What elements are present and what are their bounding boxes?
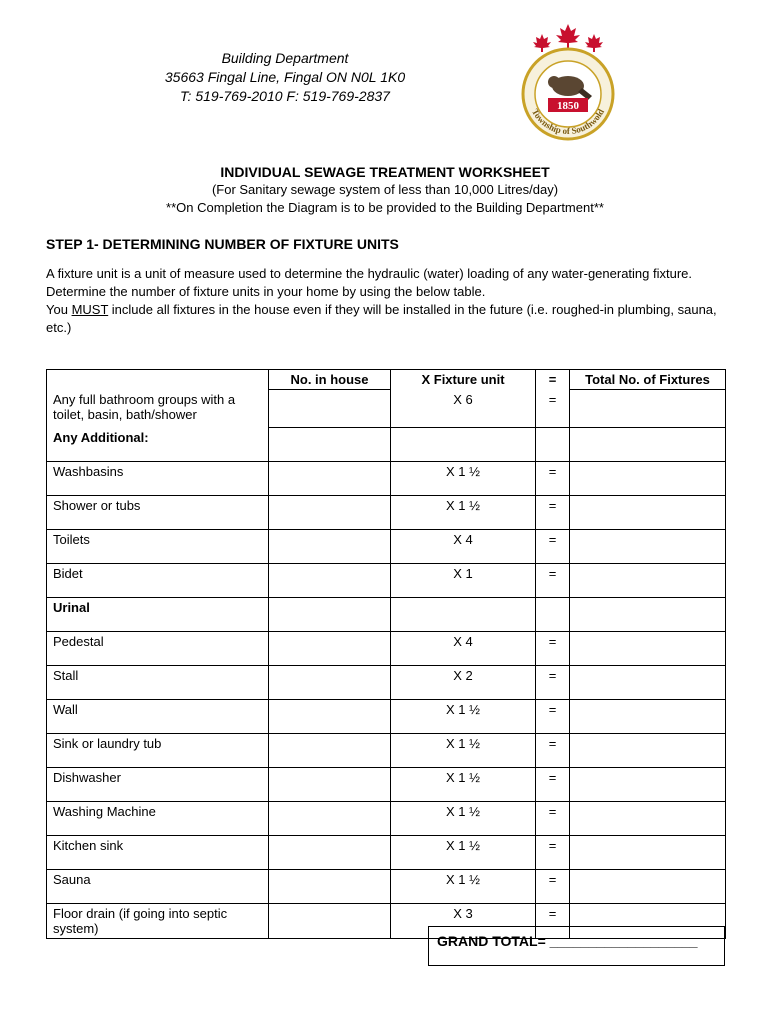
maple-leaf-icon <box>585 34 603 52</box>
no-in-house-input[interactable] <box>269 632 391 666</box>
equals-cell: = <box>536 666 570 700</box>
blank-cell <box>391 428 536 462</box>
table-row <box>47 734 726 768</box>
equals-cell: = <box>536 700 570 734</box>
no-in-house-input[interactable] <box>269 700 391 734</box>
any-additional-label: Any Additional: <box>47 428 269 462</box>
blank-cell <box>536 428 570 462</box>
department-phone-fax: T: 519-769-2010 F: 519-769-2837 <box>180 88 390 104</box>
intro-paragraph-2: Determine the number of fixture units in your home by using the below table. <box>46 284 486 299</box>
table-row <box>47 802 726 836</box>
fixture-label-cell: Kitchen sink <box>47 836 269 870</box>
logo-ring-text-path: Township of Southwold <box>529 107 607 137</box>
multiplier-cell: X 1 ½ <box>391 870 536 904</box>
table-row <box>47 666 726 700</box>
maple-leaf-icon <box>533 34 551 52</box>
department-name: Building Department <box>221 50 349 66</box>
worksheet-note: **On Completion the Diagram is to be provided to the Building Department** <box>166 200 604 215</box>
equals-cell: = <box>536 870 570 904</box>
total-input[interactable] <box>570 768 726 802</box>
table-row <box>47 390 726 428</box>
multiplier-cell: X 1 ½ <box>391 734 536 768</box>
total-input[interactable] <box>570 496 726 530</box>
multiplier-cell: X 1 ½ <box>391 462 536 496</box>
equals-cell: = <box>536 734 570 768</box>
equals-cell: = <box>536 462 570 496</box>
row-label: Any full bathroom groups with a toilet, basin, bath/shower <box>53 391 236 422</box>
total-input[interactable] <box>570 564 726 598</box>
intro-must: MUST <box>71 302 109 317</box>
table-row <box>47 496 726 530</box>
multiplier-cell: X 1 ½ <box>391 768 536 802</box>
table-row <box>47 564 726 598</box>
fixture-label-cell: Wall <box>47 700 269 734</box>
multiplier-cell: X 4 <box>391 632 536 666</box>
no-in-house-input[interactable] <box>269 496 391 530</box>
fixture-label-cell: Sauna <box>47 870 269 904</box>
no-in-house-input[interactable] <box>269 904 391 939</box>
multiplier-cell: X 1 ½ <box>391 496 536 530</box>
header-fixture-unit: X Fixture unit <box>391 370 536 390</box>
no-in-house-input[interactable] <box>269 836 391 870</box>
total-input[interactable] <box>570 734 726 768</box>
table-row <box>47 598 726 632</box>
letterhead <box>150 49 420 106</box>
maple-leaf-icon <box>556 24 580 49</box>
equals-cell: = <box>536 768 570 802</box>
blank-cell <box>570 598 726 632</box>
multiplier-cell: X 1 ½ <box>391 700 536 734</box>
grand-total-box[interactable] <box>428 926 725 966</box>
blank-cell <box>269 428 391 462</box>
blank-cell <box>536 598 570 632</box>
table-row <box>47 768 726 802</box>
equals-cell: = <box>536 802 570 836</box>
fixture-label-cell: Washing Machine <box>47 802 269 836</box>
no-in-house-input[interactable] <box>269 666 391 700</box>
total-input[interactable] <box>570 700 726 734</box>
multiplier-cell: X 2 <box>391 666 536 700</box>
table-header-row <box>47 370 726 390</box>
intro-paragraph-3 <box>46 301 736 337</box>
intro-paragraph-1: A fixture unit is a unit of measure used to determine the hydraulic (water) loading of any water-generating fixture. <box>46 266 693 281</box>
equals-cell: = <box>536 496 570 530</box>
step-1-heading: STEP 1- DETERMINING NUMBER OF FIXTURE UNITS <box>46 236 399 252</box>
worksheet-title-block <box>0 163 770 217</box>
table-row <box>47 462 726 496</box>
total-input[interactable] <box>570 632 726 666</box>
no-in-house-input[interactable] <box>269 734 391 768</box>
header-equals: = <box>536 370 570 390</box>
total-input[interactable] <box>570 462 726 496</box>
blank-cell <box>570 428 726 462</box>
fixture-label-cell: Stall <box>47 666 269 700</box>
equals-cell: = <box>536 836 570 870</box>
fixture-label-cell: Dishwasher <box>47 768 269 802</box>
fixture-label-cell: Sink or laundry tub <box>47 734 269 768</box>
row-label-cell <box>47 370 269 390</box>
total-input[interactable] <box>570 666 726 700</box>
multiplier-cell: X 1 <box>391 564 536 598</box>
urinal-label: Urinal <box>47 598 269 632</box>
no-in-house-input[interactable] <box>269 390 391 428</box>
multiplier-cell: X 3 <box>391 904 536 939</box>
grand-total-label: GRAND TOTAL= ___________________ <box>437 933 698 949</box>
no-in-house-input[interactable] <box>269 870 391 904</box>
equals-cell: = <box>536 564 570 598</box>
fixture-label-cell: Washbasins <box>47 462 269 496</box>
fixture-label-cell: Pedestal <box>47 632 269 666</box>
total-input[interactable] <box>570 530 726 564</box>
table-row <box>47 870 726 904</box>
township-logo <box>512 24 624 142</box>
fixture-units-table <box>46 369 726 939</box>
logo-year: 1850 <box>557 100 579 112</box>
multiplier-cell: X 1 ½ <box>391 802 536 836</box>
intro-p3-post: include all fixtures in the house even if they will be installed in the future (i.e. roughed-in plumbing, sauna, etc.) <box>46 302 717 335</box>
fixture-label-cell: Bidet <box>47 564 269 598</box>
table-row <box>47 632 726 666</box>
multiplier-cell: X 6 <box>391 390 536 428</box>
intro-text <box>46 265 736 337</box>
fixture-label-cell: Shower or tubs <box>47 496 269 530</box>
table-row <box>47 836 726 870</box>
total-input[interactable] <box>570 870 726 904</box>
equals-cell: = <box>536 390 570 428</box>
blank-cell <box>269 598 391 632</box>
no-in-house-input[interactable] <box>269 564 391 598</box>
blank-cell <box>391 598 536 632</box>
table-row <box>47 428 726 462</box>
total-input[interactable] <box>570 802 726 836</box>
no-in-house-input[interactable] <box>269 530 391 564</box>
equals-cell: = <box>536 632 570 666</box>
total-input[interactable] <box>570 836 726 870</box>
multiplier-cell: X 1 ½ <box>391 836 536 870</box>
header-total-fixtures: Total No. of Fixtures <box>570 370 726 390</box>
table-row <box>47 700 726 734</box>
intro-p3-pre: You <box>46 302 72 317</box>
equals-cell: = <box>536 530 570 564</box>
multiplier-cell: X 4 <box>391 530 536 564</box>
worksheet-subtitle: (For Sanitary sewage system of less than 10,000 Litres/day) <box>211 182 559 197</box>
row-label-cell <box>47 390 269 428</box>
no-in-house-input[interactable] <box>269 802 391 836</box>
no-in-house-input[interactable] <box>269 462 391 496</box>
total-input[interactable] <box>570 390 726 428</box>
table-row <box>47 530 726 564</box>
fixture-label-cell: Toilets <box>47 530 269 564</box>
header-no-in-house: No. in house <box>269 370 391 390</box>
department-address: 35663 Fingal Line, Fingal ON N0L 1K0 <box>164 69 406 85</box>
no-in-house-input[interactable] <box>269 768 391 802</box>
worksheet-title: INDIVIDUAL SEWAGE TREATMENT WORKSHEET <box>220 164 550 180</box>
equals-cell: = <box>536 904 570 939</box>
fixture-label-cell: Floor drain (if going into septic system) <box>47 904 269 939</box>
